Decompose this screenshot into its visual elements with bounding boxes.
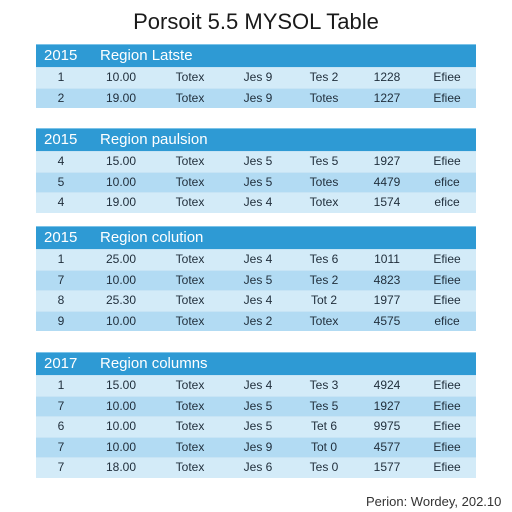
table-cell: Totex: [175, 195, 205, 209]
table-cell: Totes: [309, 174, 339, 189]
table-row: [36, 311, 476, 332]
table-cell: Tes 5: [309, 398, 339, 413]
table-cell: Totex: [175, 398, 205, 413]
table-cell: 4: [57, 154, 65, 168]
table-cell: 25.00: [105, 252, 137, 266]
section-rows: [36, 249, 476, 331]
table-cell: Jes 4: [243, 252, 273, 266]
table-row: [36, 416, 476, 437]
table-cell: 9975: [373, 419, 401, 433]
table-cell: Totex: [175, 272, 205, 287]
table-row: [36, 249, 476, 270]
table-cell: Totex: [175, 460, 205, 474]
section-year: 2017: [44, 355, 78, 372]
table-cell: Jes 9: [243, 90, 273, 105]
table-cell: 7: [57, 460, 65, 474]
table-cell: 9: [57, 313, 65, 328]
table-row: [36, 151, 476, 172]
table-cell: Totex: [309, 195, 339, 209]
table-cell: Efiee: [433, 252, 461, 266]
table-section: [36, 226, 476, 331]
table-cell: 4924: [373, 378, 401, 392]
section-rows: [36, 375, 476, 478]
table-cell: 4823: [373, 272, 401, 287]
table-cell: 10.00: [105, 272, 137, 287]
table-cell: Totex: [175, 90, 205, 105]
table-cell: 4479: [373, 174, 401, 189]
table-cell: 1977: [373, 293, 401, 307]
table-cell: Tes 6: [309, 252, 339, 266]
table-cell: 15.00: [105, 378, 137, 392]
table-row: [36, 375, 476, 396]
section-year: 2015: [44, 131, 78, 148]
table-cell: 25.30: [105, 293, 137, 307]
table-cell: efice: [434, 174, 460, 189]
table-cell: 5: [57, 174, 65, 189]
table-row: [36, 67, 476, 88]
table-cell: Totex: [175, 313, 205, 328]
section-header: [36, 226, 476, 249]
table-cell: Totes: [309, 90, 339, 105]
table-cell: Efiee: [433, 90, 461, 105]
table-cell: Efiee: [433, 154, 461, 168]
table-cell: Tes 2: [309, 272, 339, 287]
table-cell: Tot 2: [310, 293, 337, 307]
table-cell: 1: [57, 252, 65, 266]
table-cell: 2: [57, 90, 65, 105]
table-cell: Totex: [175, 439, 205, 454]
section-year: 2015: [44, 47, 78, 64]
table-cell: 1011: [374, 252, 400, 266]
table-cell: 10.00: [105, 174, 137, 189]
table-cell: 7: [57, 272, 65, 287]
section-header: [36, 128, 476, 151]
table-cell: 4: [57, 195, 65, 209]
table-row: [36, 270, 476, 291]
table-cell: 1577: [373, 460, 401, 474]
table-cell: Efiee: [433, 460, 461, 474]
table-cell: efice: [434, 313, 460, 328]
table-cell: Jes 2: [243, 313, 273, 328]
table-cell: Efiee: [433, 378, 461, 392]
table-cell: Jes 4: [243, 293, 273, 307]
table-row: [36, 172, 476, 193]
table-cell: Jes 4: [243, 378, 273, 392]
section-region: Region colution: [100, 229, 204, 246]
table-cell: 1: [57, 378, 65, 392]
section-year: 2015: [44, 229, 78, 246]
table-cell: 6: [57, 419, 65, 433]
table-section: [36, 44, 476, 108]
table-cell: 1927: [373, 154, 401, 168]
table-cell: Totex: [175, 154, 205, 168]
table-section: [36, 128, 476, 213]
table-cell: 1228: [373, 70, 401, 84]
table-cell: 19.00: [105, 90, 137, 105]
table-cell: Totex: [175, 419, 205, 433]
table-cell: Tes 5: [309, 154, 339, 168]
table-cell: Tot 0: [310, 439, 337, 454]
section-region: Region Latste: [100, 47, 193, 64]
table-row: [36, 437, 476, 458]
table-cell: 1: [57, 70, 65, 84]
section-rows: [36, 67, 476, 108]
section-rows: [36, 151, 476, 213]
table-cell: 10.00: [105, 398, 137, 413]
table-row: [36, 192, 476, 213]
section-region: Region columns: [100, 355, 208, 372]
table-cell: Jes 9: [243, 439, 273, 454]
table-cell: Tes 2: [309, 70, 339, 84]
table-cell: efice: [434, 195, 460, 209]
table-cell: Jes 9: [243, 70, 273, 84]
section-header: [36, 44, 476, 67]
table-cell: Efiee: [433, 419, 461, 433]
table-row: [36, 88, 476, 109]
table-row: [36, 290, 476, 311]
table-cell: Totex: [175, 293, 205, 307]
table-cell: Tes 0: [309, 460, 339, 474]
table-row: [36, 396, 476, 417]
table-row: [36, 457, 476, 478]
table-cell: 19.00: [105, 195, 137, 209]
table-cell: Totex: [175, 70, 205, 84]
footer-note: Perion: Wordey, 202.10: [366, 494, 502, 509]
table-cell: 15.00: [105, 154, 137, 168]
table-cell: Totex: [175, 174, 205, 189]
table-cell: 10.00: [105, 70, 137, 84]
table-cell: 18.00: [105, 460, 137, 474]
table-cell: Tet 6: [310, 419, 337, 433]
table-cell: Efiee: [433, 439, 461, 454]
table-cell: Jes 6: [243, 460, 273, 474]
table-cell: 1574: [373, 195, 401, 209]
table-cell: Jes 4: [243, 195, 273, 209]
table-cell: 4577: [373, 439, 401, 454]
table-cell: Efiee: [433, 70, 461, 84]
table-cell: Totex: [309, 313, 339, 328]
page-title: Porsoit 5.5 MYSOL Table: [133, 9, 379, 34]
table-cell: Efiee: [433, 398, 461, 413]
table-cell: Jes 5: [243, 272, 273, 287]
section-header: [36, 352, 476, 375]
table-cell: Efiee: [433, 272, 461, 287]
table-cell: Totex: [175, 378, 205, 392]
section-region: Region paulsion: [100, 131, 208, 148]
table-cell: 10.00: [105, 439, 137, 454]
table-cell: 4575: [373, 313, 401, 328]
table-cell: 7: [57, 398, 65, 413]
table-cell: Tes 3: [309, 378, 339, 392]
table-cell: 8: [57, 293, 65, 307]
table-cell: Efiee: [433, 293, 461, 307]
table-cell: 1927: [373, 398, 401, 413]
table-cell: Jes 5: [243, 154, 273, 168]
table-cell: Jes 5: [243, 174, 273, 189]
table-cell: Totex: [175, 252, 205, 266]
table-cell: 10.00: [105, 419, 137, 433]
table-cell: 10.00: [105, 313, 137, 328]
table-section: [36, 352, 476, 478]
table-cell: Jes 5: [243, 398, 273, 413]
table-cell: 1227: [373, 90, 401, 105]
table-cell: Jes 5: [243, 419, 273, 433]
table-cell: 7: [57, 439, 65, 454]
